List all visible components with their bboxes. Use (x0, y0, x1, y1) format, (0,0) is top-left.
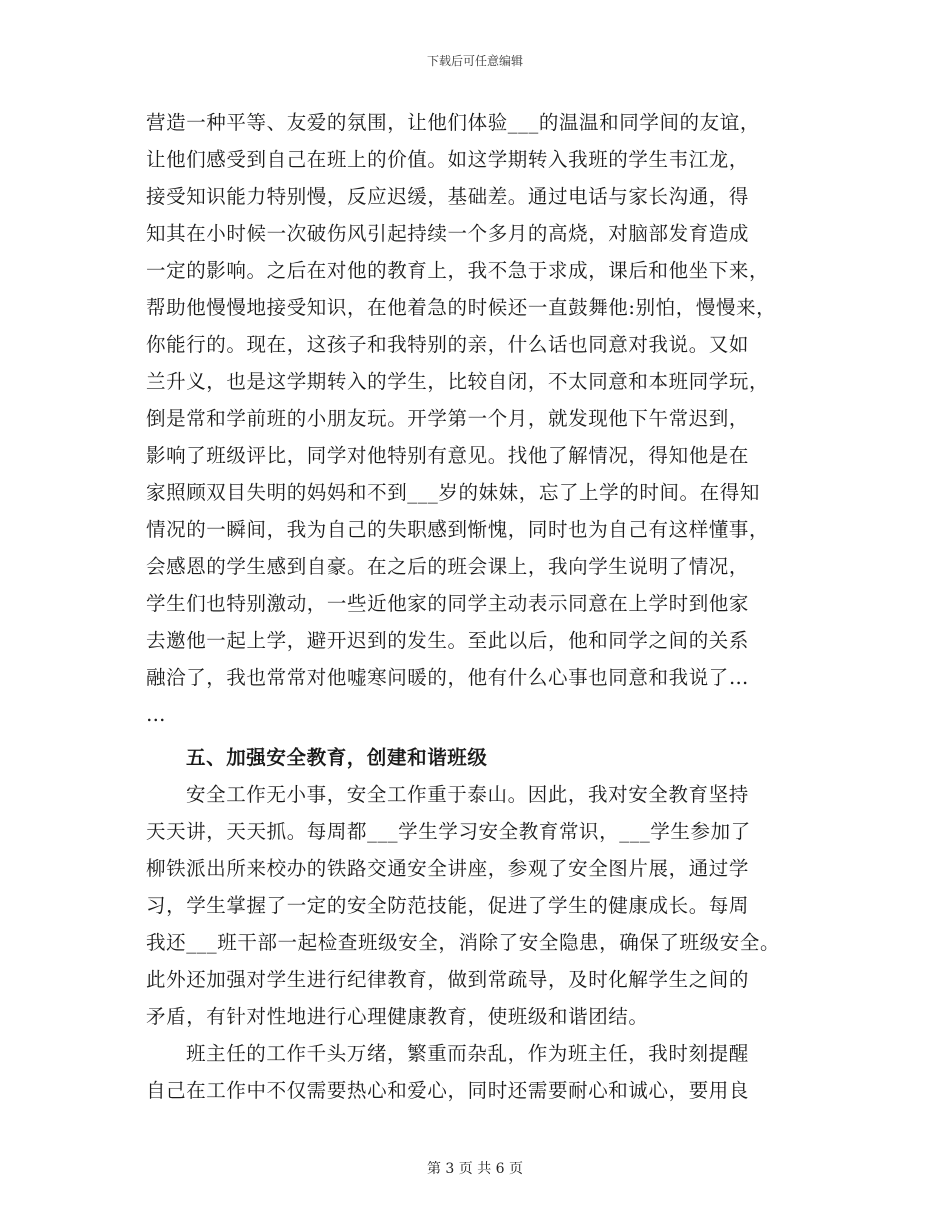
paragraph-line: 融洽了，我也常常对他嘘寒问暖的，他有什么心事也同意和我说了… (146, 666, 750, 689)
paragraph-line: … (146, 703, 167, 726)
paragraph-line: 情况的一瞬间，我为自己的失职感到惭愧，同时也为自己有这样懂事， (146, 518, 770, 541)
paragraph-line: 会感恩的学生感到自豪。在之后的班会课上，我向学生说明了情况， (146, 555, 750, 578)
paragraph-line: 班主任的工作千头万绪，繁重而杂乱，作为班主任，我时刻提醒 (186, 1042, 749, 1065)
paragraph-line: 影响了班级评比，同学对他特别有意见。找他了解情况，得知他是在 (146, 444, 750, 467)
paragraph-line: 矛盾，有针对性地进行心理健康教育，使班级和谐团结。 (146, 1005, 649, 1028)
paragraph-line: 营造一种平等、友爱的氛围，让他们体验___的温温和同学间的友谊， (146, 111, 760, 134)
paragraph-line: 学生们也特别激动，一些近他家的同学主动表示同意在上学时到他家 (146, 592, 750, 615)
page-header-note: 下载后可任意编辑 (426, 54, 523, 68)
paragraph-line: 你能行的。现在，这孩子和我特别的亲，什么话也同意对我说。又如 (146, 333, 750, 356)
paragraph-line: 倒是常和学前班的小朋友玩。开学第一个月，就发现他下午常迟到， (146, 407, 750, 430)
paragraph-line: 一定的影响。之后在对他的教育上，我不急于求成，课后和他坐下来， (146, 259, 770, 282)
paragraph-line: 柳铁派出所来校办的铁路交通安全讲座，参观了安全图片展，通过学 (146, 857, 750, 880)
paragraph-line: 家照顾双目失明的妈妈和不到___岁的妹妹，忘了上学的时间。在得知 (146, 481, 760, 504)
paragraph-line: 安全工作无小事，安全工作重于泰山。因此，我对安全教育坚持 (186, 783, 749, 806)
paragraph-line: 让他们感受到自己在班上的价值。如这学期转入我班的学生韦江龙， (146, 148, 750, 171)
paragraph-line: 习，学生掌握了一定的安全防范技能，促进了学生的健康成长。每周 (146, 894, 750, 917)
paragraph-line: 知其在小时候一次破伤风引起持续一个多月的高烧，对脑部发育造成 (146, 222, 750, 245)
paragraph-line: 兰升义，也是这学期转入的学生，比较自闭，不太同意和本班同学玩， (146, 370, 770, 393)
paragraph-line: 天天讲，天天抓。每周都___学生学习安全教育常识，___学生参加了 (146, 820, 751, 843)
paragraph-line: 我还___班干部一起检查班级安全，消除了安全隐患，确保了班级安全。 (146, 931, 781, 954)
paragraph-line: 帮助他慢慢地接受知识，在他着急的时候还一直鼓舞他:别怕，慢慢来， (146, 296, 777, 319)
paragraph-line: 此外还加强对学生进行纪律教育，做到常疏导，及时化解学生之间的 (146, 968, 750, 991)
paragraph-line: 自己在工作中不仅需要热心和爱心，同时还需要耐心和诚心，要用良 (146, 1079, 750, 1102)
paragraph-line: 接受知识能力特别慢，反应迟缓，基础差。通过电话与家长沟通，得 (146, 185, 750, 208)
section-heading: 五、加强安全教育，创建和谐班级 (186, 746, 488, 769)
paragraph-line: 去邀他一起上学，避开迟到的发生。至此以后，他和同学之间的关系 (146, 629, 750, 652)
page-number: 第 3 页 共 6 页 (426, 1161, 524, 1177)
